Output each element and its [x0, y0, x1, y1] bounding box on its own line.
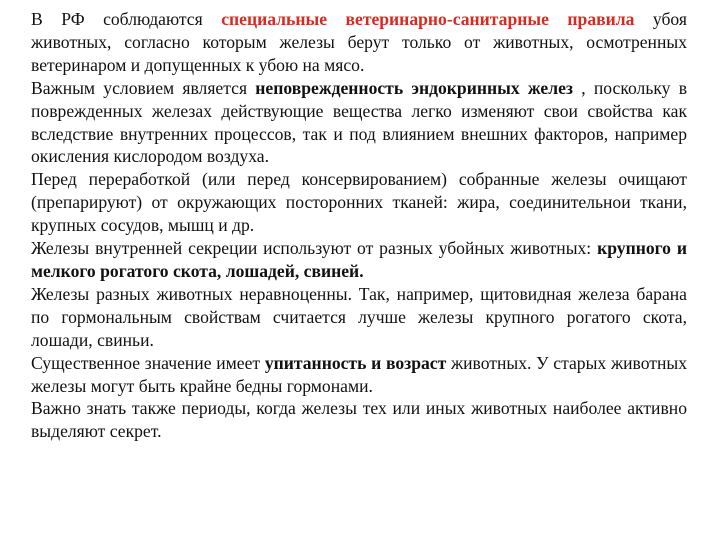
highlight-red: специальные ветеринарно-санитарные правила — [221, 9, 635, 29]
paragraph-slaughter-rules — [31, 8, 687, 77]
text-span: Важно знать также периоды, когда железы тех или иных животных наиболее активно выделяют секрет. — [31, 398, 687, 442]
text-span: Железы внутренней секреции используют от разных убойных животных: — [31, 238, 598, 259]
paragraph-secretion-periods — [31, 397, 687, 443]
paragraph-gland-integrity — [31, 77, 687, 169]
highlight-bold: неповрежденность эндокринных желез — [255, 77, 573, 98]
text-span: Перед переработкой (или перед консервированием) собранные железы очищают (препарируют) от окружающих посторонних тканей: жира, соединительнои ткани, крупных сосудов, мышц и др. — [31, 169, 687, 236]
paragraph-cleaning — [31, 168, 687, 237]
text-span: , поскольку в поврежденных железах действующие вещества легко изменяют свои свойства как вследствие внутренних процессов, так и под влиянием внешних факторов, например окисления кислородом воздуха. — [31, 77, 687, 167]
paragraph-unequal-value — [31, 283, 687, 352]
text-span: убоя животных, согласно которым железы берут только от животных, осмотренных ветеринаром и допущенных к убою на мясо. — [31, 9, 687, 75]
text-span: Железы разных животных неравноценны. Так, например, щитовидная железа барана по гормональным свойствам считается лучше железы крупного рогатого скота, лошади, свиньи. — [31, 283, 687, 350]
highlight-bold: упитанность и возраст — [264, 352, 447, 373]
text-span: Важным условием является — [31, 77, 256, 98]
highlight-bold: крупного и мелкого рогатого скота, лошадей, свиней. — [31, 238, 687, 281]
text-span: В РФ соблюдаются — [31, 9, 222, 29]
text-span: Существенное значение имеет — [31, 352, 265, 373]
text-span: животных. У старых животных железы могут быть крайне бедны гормонами. — [31, 352, 687, 396]
paragraph-condition-age — [31, 352, 687, 398]
body-text — [31, 8, 687, 443]
paragraph-animal-sources — [31, 237, 687, 283]
